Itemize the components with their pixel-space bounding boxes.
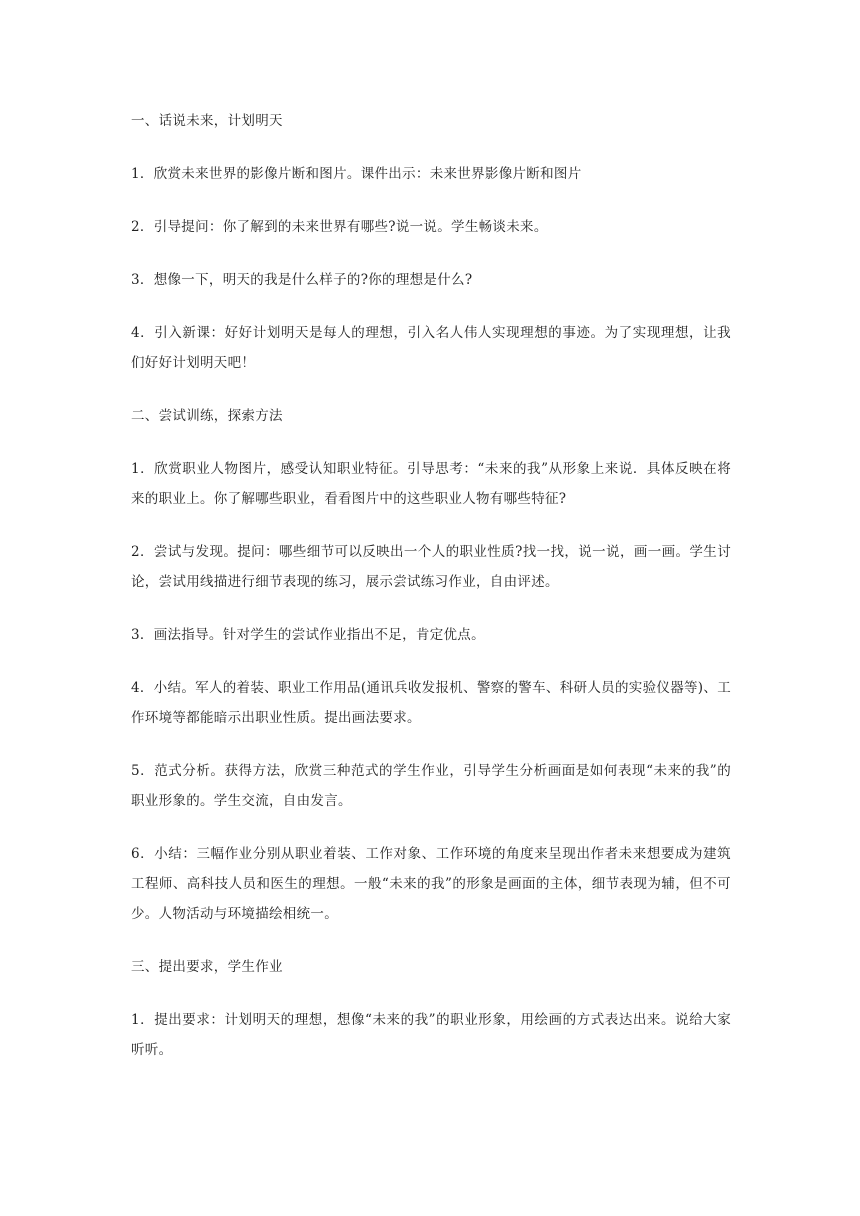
section-heading-1: 一、话说未来，计划明天 — [131, 113, 283, 129]
section-heading-3: 三、提出要求，学生作业 — [131, 959, 283, 975]
paragraph: 3．想像一下，明天的我是什么样子的?你的理想是什么? — [131, 272, 473, 288]
paragraph: 1．欣赏职业人物图片，感受认知职业特征。引导思考：“未来的我”从形象上来说．具体反映在将来的职业上。你了解哪些职业，看看图片中的这些职业人物有哪些特征? — [131, 461, 731, 507]
paragraph: 3．画法指导。针对学生的尝试作业指出不足，肯定优点。 — [131, 627, 485, 643]
paragraph: 4．小结。军人的着装、职业工作用品(通讯兵收发报机、警察的警车、科研人员的实验仪器等)、工作环境等都能暗示出职业性质。提出画法要求。 — [131, 680, 731, 726]
document-body — [131, 106, 731, 1088]
paragraph: 4．引入新课：好好计划明天是每人的理想，引入名人伟人实现理想的事迹。为了实现理想，让我们好好计划明天吧！ — [131, 325, 731, 371]
paragraph: 1．欣赏未来世界的影像片断和图片。课件出示：未来世界影像片断和图片 — [131, 166, 582, 182]
paragraph: 5．范式分析。获得方法，欣赏三种范式的学生作业，引导学生分析画面是如何表现“未来的我”的职业形象的。学生交流，自由发言。 — [131, 763, 731, 809]
paragraph: 6．小结：三幅作业分别从职业着装、工作对象、工作环境的角度来呈现出作者未来想要成为建筑工程师、高科技人员和医生的理想。一般“未来的我”的形象是画面的主体，细节表现为辅，但不可少。人物活动与环境描绘相统一。 — [131, 846, 731, 922]
paragraph: 2．尝试与发现。提问：哪些细节可以反映出一个人的职业性质?找一找，说一说，画一画。学生讨论，尝试用线描进行细节表现的练习，展示尝试练习作业，自由评述。 — [131, 544, 731, 590]
paragraph: 1．提出要求：计划明天的理想，想像“未来的我”的职业形象，用绘画的方式表达出来。说给大家听听。 — [131, 1012, 731, 1058]
paragraph: 2．引导提问：你了解到的未来世界有哪些?说一说。学生畅谈未来。 — [131, 219, 548, 235]
section-heading-2: 二、尝试训练，探索方法 — [131, 408, 283, 424]
